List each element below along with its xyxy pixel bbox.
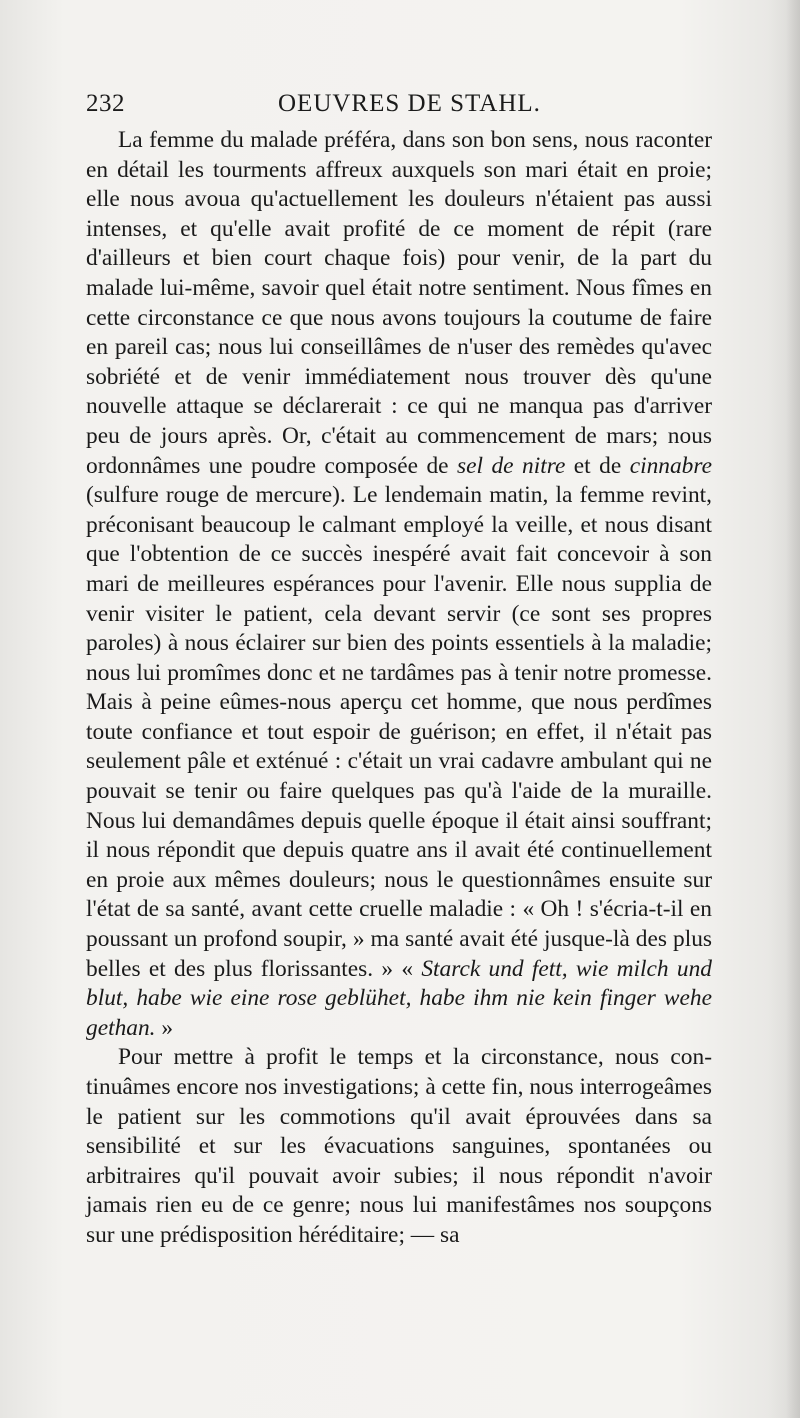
- text-span: (sulfure rouge de mercure). Le lendemain matin, la femme revint, préconisant beaucoup le calmant employé la veille, et nous disant que l'obtention de ce succès inespéré avait fait concevoir à son mari de meilleures espérances pour l'avenir. Elle nous supplia de venir visiter le patient, cela devant servir (ce sont ses propres paroles) à nous éclairer sur bien des points essentiels à la maladie; nous lui promîmes donc et ne tardâmes pas à tenir notre promesse. Mais à peine eûmes-nous aperçu cet homme, que nous perdîmes toute confiance et tout espoir de guérison; en effet, il n'était pas seulement pâle et exténué : c'était un vrai cadavre ambulant qui ne pouvait se tenir ou faire quelques pas qu'à l'aide de la muraille. Nous lui demandâmes depuis quelle époque il était ainsi souffrant; il nous répondit que depuis quatre ans il avait été continuellement en proie aux mêmes douleurs; nous le questionnâmes ensuite sur l'état de sa santé, avant cette cruelle maladie : « Oh ! s'écria-t-il en poussant un profond soupir, » ma santé avait été jusque-là des plus belles et des plus florissantes. » «: [86, 482, 712, 982]
- running-title: OEUVRES DE STAHL.: [278, 90, 541, 117]
- german-quotation: Starck und fett, wie milch und blut, habe wie eine rose geblühet, habe ihm nie kein finger wehe gethan.: [86, 955, 712, 1041]
- text-span: et de: [565, 452, 630, 479]
- paragraph-2: [86, 1043, 712, 1250]
- page-number: 232: [86, 90, 125, 117]
- body-text: [86, 126, 712, 1251]
- paragraph-1: [86, 126, 712, 1043]
- italic-term-cinnabre: cinnabre: [629, 452, 712, 479]
- italic-term-sel-de-nitre: sel de nitre: [457, 452, 566, 479]
- text-span: »: [155, 1014, 174, 1041]
- page-header: [86, 90, 718, 120]
- text-span: La femme du malade préféra, dans son bon sens, nous raconter en détail les tourments affreux auxquels son mari était en proie; elle nous avoua qu'actuellement les douleurs n'étaient pas aussi intenses, et qu'elle avait profité de ce moment de répit (rare d'ailleurs et bien court chaque fois) pour venir, de la part du malade lui-même, savoir quel était notre sentiment. Nous fîmes en cette circonstance ce que nous avons toujours la coutume de faire en pareil cas; nous lui conseillâmes de n'user des remèdes qu'avec sobriété et de venir immédiatement nous trouver dès qu'une nouvelle attaque se déclarerait : ce qui ne manqua pas d'arriver peu de jours après. Or, c'était au commencement de mars; nous ordonnâmes une poudre composée de: [86, 127, 712, 479]
- page-edge-shadow: [786, 0, 800, 1418]
- text-span: Pour mettre à profit le temps et la circonstance, nous continuâmes encore nos investigations; à cette fin, nous interrogeâmes le patient sur les commotions qu'il avait éprouvées dans sa sensibilité et sur les évacuations sanguines, spontanées ou arbitraires qu'il pouvait avoir subies; il nous répondit n'avoir jamais rien eu de ce genre; nous lui manifestâmes nos soupçons sur une prédisposition héréditaire; — sa: [86, 1044, 712, 1248]
